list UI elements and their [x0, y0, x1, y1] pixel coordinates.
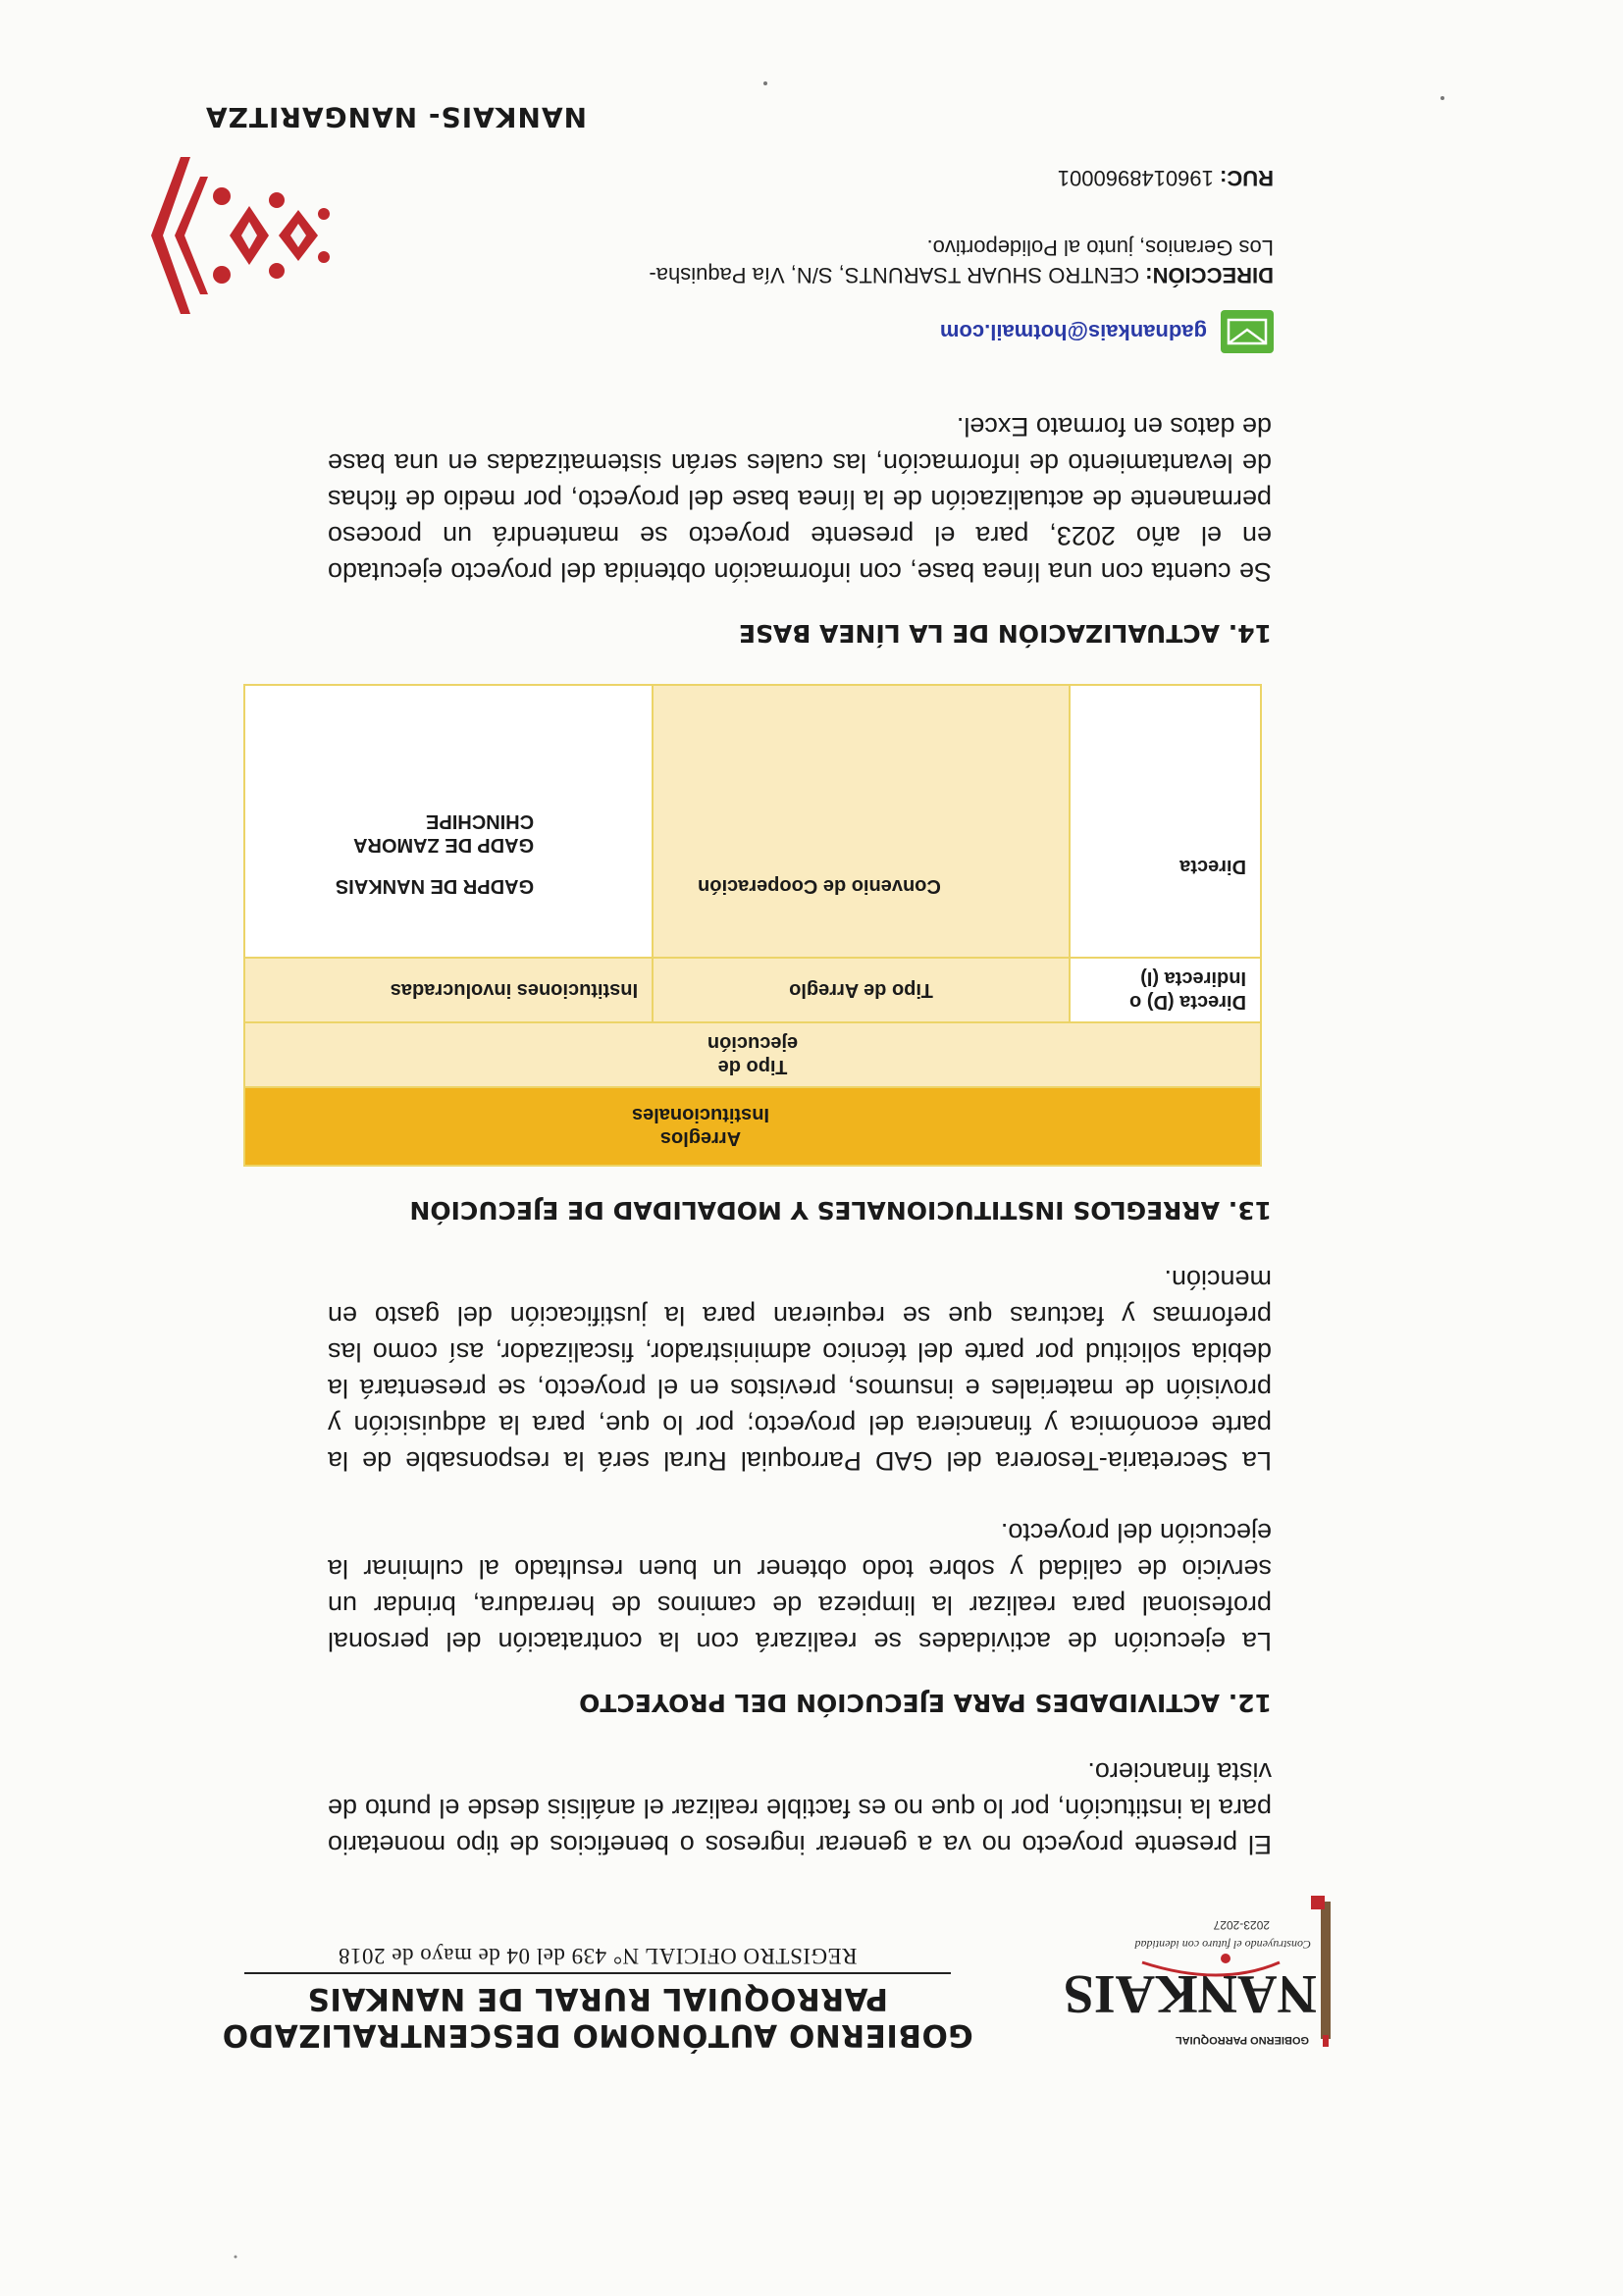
table-col-modalidad: Directa (D) o Indirecta (I) [1070, 958, 1261, 1022]
table-header-top-line1: Arreglos [659, 1127, 742, 1149]
section-12-paragraph-2: La Secretaria-Tesorera del GAD Parroquial Rural será la responsable de la parte económica y financiera del proyecto; por lo que, para la adquisición y provisión de materiales e insumos, previstos en el proyecto, se presentará la debida solicitud por parte del técnico administrador, fiscalizador, así como las preformas y facturas que se requieran para la justificación del gasto en mención. [328, 1265, 1272, 1476]
logo-tagline: Construyendo el futuro con identidad [1134, 1938, 1311, 1952]
section-14-title: 14. ACTUALIZACIÓN DE LA LÍNEA BASE [738, 619, 1272, 648]
header-title-line1: GOBIERNO AUTÓNOMO DESCENTRALIZADO [222, 2017, 973, 2053]
footer-brand: NANKAIS- NANGARITZA [204, 101, 587, 133]
header-registro: REGISTRO OFICIAL N° 439 del 04 de mayo de 2018 [338, 1944, 858, 1968]
table-header-top-line2: Institucionales [631, 1104, 770, 1125]
header-title-line2: PARROQUIAL RURAL DE NANKAIS [307, 1981, 888, 2016]
section-13-title: 13. ARREGLOS INSTITUCIONALES Y MODALIDAD DE EJECUCIÓN [409, 1196, 1272, 1225]
table-cell-modalidad: Directa [1070, 685, 1261, 958]
footer-email-link[interactable]: gadnankais@hotmail.com [939, 320, 1207, 344]
table-cell-institucion-2: GADP DE ZAMORA CHINCHIPE [353, 810, 535, 856]
logo-top-text: GOBIERNO PARROQUIAL [1175, 2034, 1309, 2046]
table-col-tipo-arreglo: Tipo de Arreglo [653, 958, 1070, 1022]
section-12-paragraph-1: La ejecución de actividades se realizará con la contratación del personal profesional para realizar la limpieza de caminos de herradura, brindar un servicio de calidad y sobre todo obtener un buen resultado al culminar la ejecución del proyecto. [328, 1518, 1272, 1656]
logo-name: NANKAIS [1063, 1963, 1317, 2024]
table-header-mid-line2: ejecución [707, 1032, 799, 1054]
footer-direccion-value: CENTRO SHUAR TSARUNTS, S/N, Vía Paquisha-Los Geranios, junto al Polideportivo. [649, 235, 1274, 287]
table-cell-arreglo: Convenio de Cooperación [653, 685, 1070, 958]
intro-paragraph: El presente proyecto no va a generar ingresos o beneficios de tipo monetario para la institución, por lo que no es factible realizar el análisis desde el punto de vista financiero. [328, 1757, 1272, 1859]
section-14-paragraph: Se cuenta con una línea base, con información obtenida del proyecto ejecutado en el año 2023, para el presente proyecto se mantendrá un proceso permanente de actualización de la línea base del proyecto, por medio de fichas de levantamiento de información, las cuales serán sistematizadas en una base de datos en formato Excel. [328, 412, 1272, 587]
table-header-mid-line1: Tipo de [717, 1056, 788, 1077]
logo-years: 2023-2027 [1213, 1918, 1270, 1932]
footer-ruc-label: RUC: [1220, 166, 1274, 190]
footer-direccion-label: DIRECCIÓN: [1145, 263, 1274, 287]
section-12-title: 12. ACTIVIDADES PARA EJECUCIÓN DEL PROYECTO [579, 1689, 1272, 1717]
table-col-instituciones: Instituciones involucradas [244, 958, 653, 1022]
table-cell-institucion-1: GADPR DE NANKAIS [335, 875, 535, 897]
footer-ruc-value: 1960148960001 [1057, 166, 1214, 190]
